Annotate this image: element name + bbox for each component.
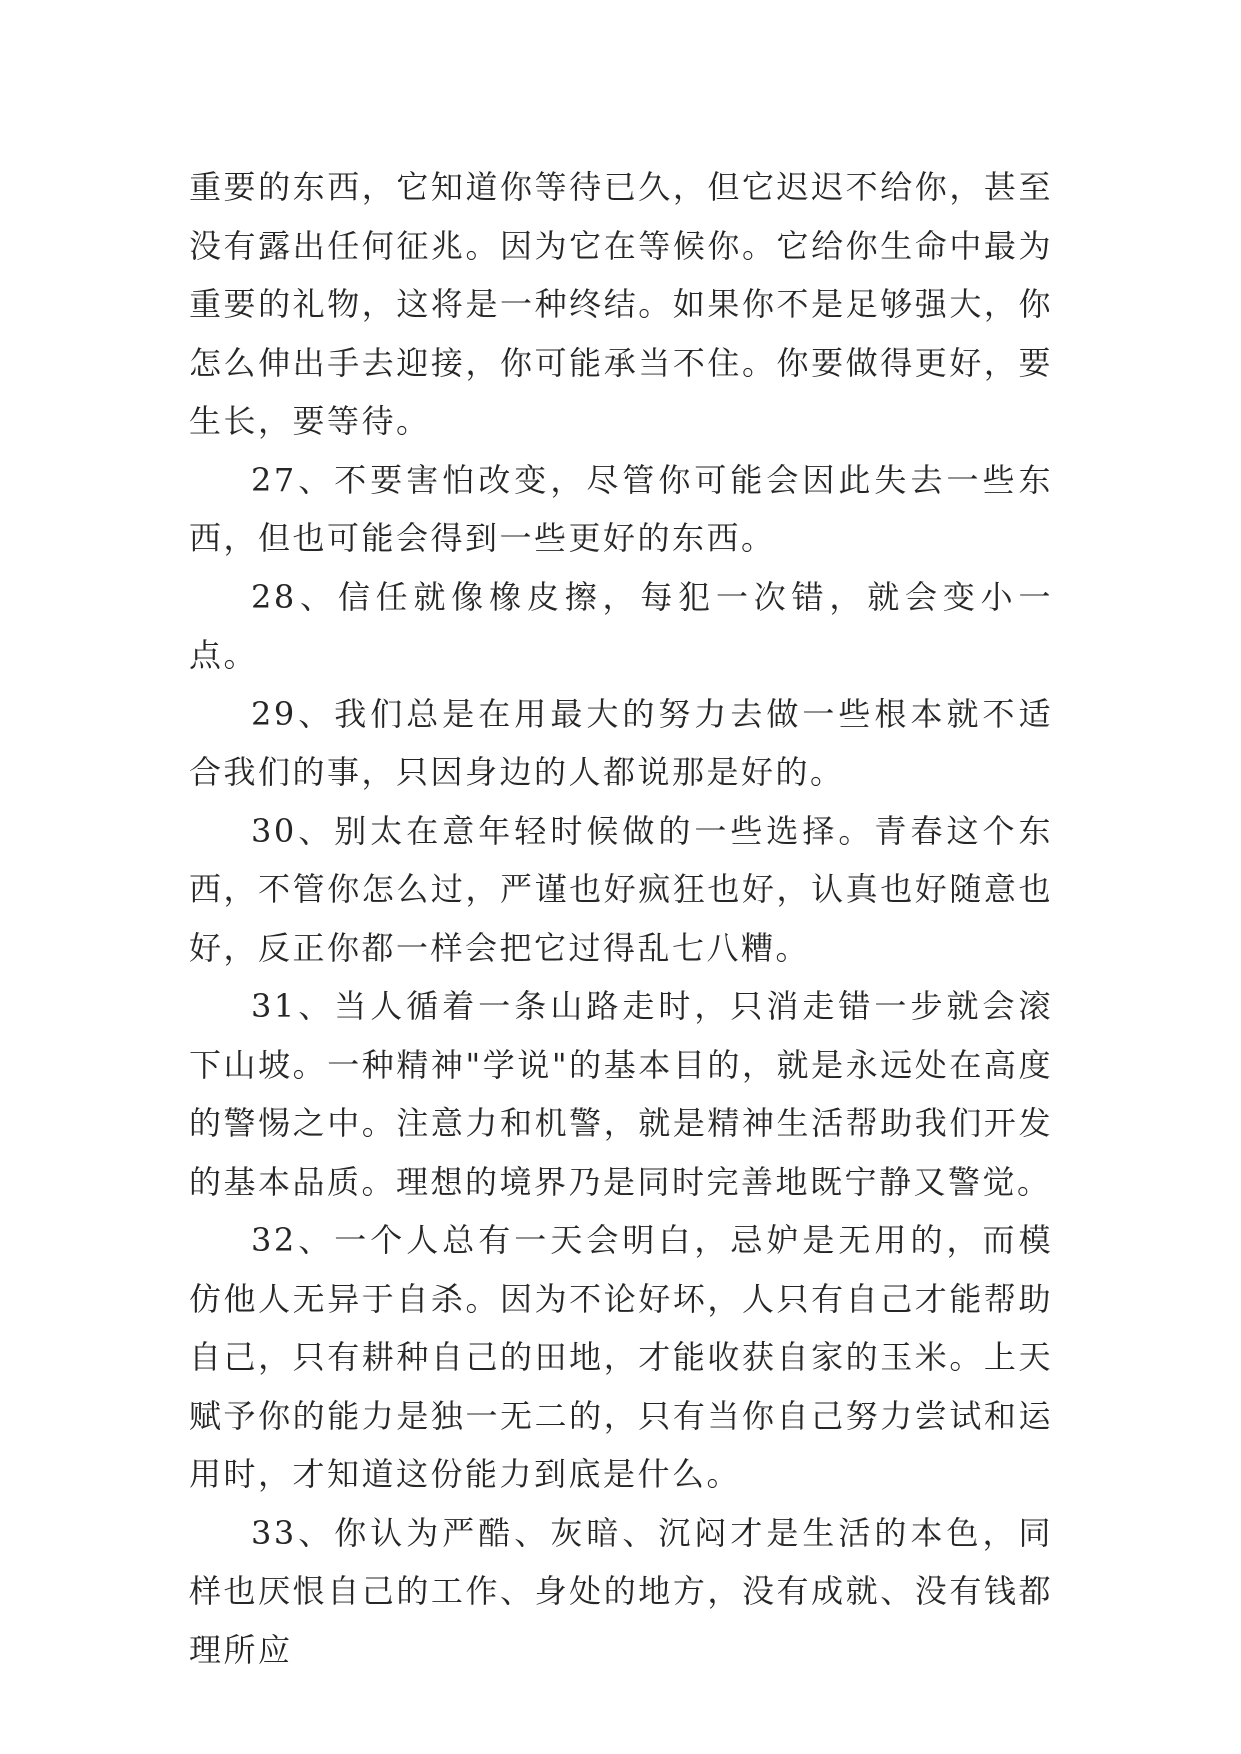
paragraph-29: 29、我们总是在用最大的努力去做一些根本就不适合我们的事，只因身边的人都说那是好的。 — [189, 694, 1053, 791]
paragraph-32: 32、一个人总有一天会明白，忌妒是无用的，而模仿他人无异于自杀。因为不论好坏，人只有自己才能帮助自己，只有耕种自己的田地，才能收获自家的玉米。上天赋予你的能力是独一无二的，只有当你自己努力尝试和运用时，才知道这份能力到底是什么。 — [189, 1221, 1053, 1493]
paragraph-31: 31、当人循着一条山路走时，只消走错一步就会滚下山坡。一种精神"学说"的基本目的，就是永远处在高度的警惕之中。注意力和机警，就是精神生活帮助我们开发的基本品质。理想的境界乃是同时完善地既宁静又警觉。 — [189, 987, 1053, 1201]
paragraph-continuation: 重要的东西，它知道你等待已久，但它迟迟不给你，甚至没有露出任何征兆。因为它在等候你。它给你生命中最为重要的礼物，这将是一种终结。如果你不是足够强大，你怎么伸出手去迎接，你可能承当不住。你要做得更好，要生长，要等待。 — [189, 168, 1053, 440]
document-body — [189, 158, 1053, 1679]
paragraph-33: 33、你认为严酷、灰暗、沉闷才是生活的本色，同样也厌恨自己的工作、身处的地方，没有成就、没有钱都理所应 — [189, 1513, 1053, 1669]
paragraph-30: 30、别太在意年轻时候做的一些选择。青春这个东西，不管你怎么过，严谨也好疯狂也好，认真也好随意也好，反正你都一样会把它过得乱七八糟。 — [189, 811, 1053, 967]
paragraph-27: 27、不要害怕改变，尽管你可能会因此失去一些东西，但也可能会得到一些更好的东西。 — [189, 460, 1053, 557]
paragraph-28: 28、信任就像橡皮擦，每犯一次错，就会变小一点。 — [189, 577, 1053, 674]
